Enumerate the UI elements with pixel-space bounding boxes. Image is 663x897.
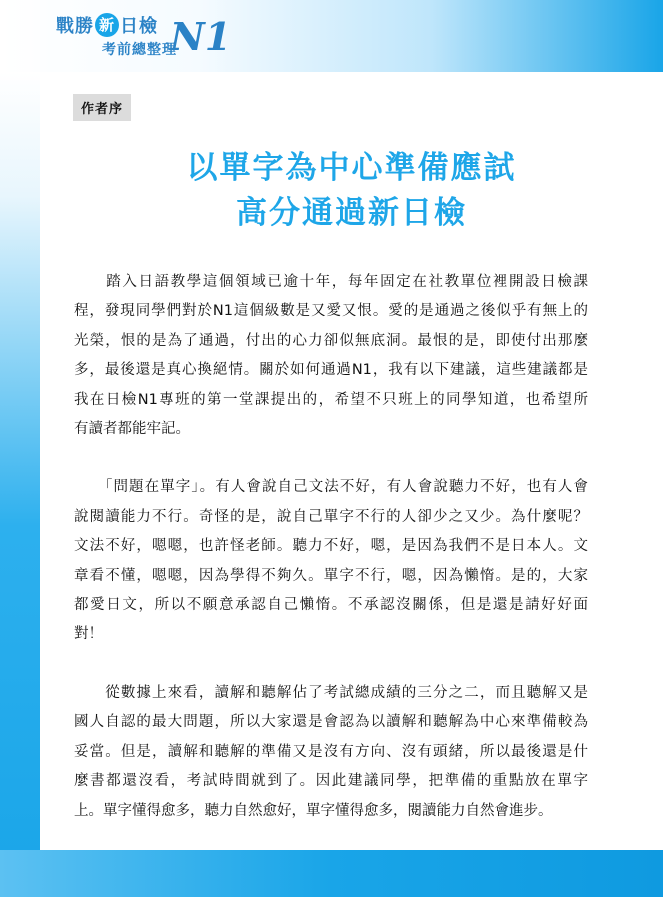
text-line: 文法不好，嗯嗯，也許怪老師。聽力不好，嗯，是因為我們不是日本人。文: [74, 538, 588, 555]
section-label: 作者序: [73, 94, 131, 121]
headline: [40, 146, 663, 236]
footer-blue-band: [0, 850, 663, 897]
text-line: 上。單字懂得愈多，聽力自然愈好，單字懂得愈多，閱讀能力自然會進步。: [74, 802, 553, 819]
paragraph: [74, 268, 588, 444]
text-line: 有讀者都能牢記。: [74, 421, 190, 438]
text-line: 從數據上來看，讀解和聽解佔了考試總成績的三分之二，而且聽解又是: [74, 684, 588, 701]
text-line: 我在日檢N1專班的第一堂課提出的，希望不只班上的同學知道，也希望所: [74, 391, 588, 408]
text-line: 光榮，恨的是為了通過，付出的心力卻似無底洞。最恨的是，即使付出那麼: [74, 332, 588, 349]
text-line: 麼書都還沒看，考試時間就到了。因此建議同學，把準備的重點放在單字: [74, 773, 588, 790]
text-line: 「問題在單字」。有人會說自己文法不好，有人會說聽力不好，也有人會: [74, 479, 588, 496]
text-line: 章看不懂，嗯嗯，因為學得不夠久。單字不行，嗯，因為懶惰。是的，大家: [74, 567, 588, 584]
logo-title: [56, 12, 158, 39]
text-line: 說閱讀能力不行。奇怪的是，說自己單字不行的人卻少之又少。為什麼呢？: [74, 508, 588, 525]
text-line: 都愛日文，所以不願意承認自己懶惰。不承認沒關係，但是還是請好好面: [74, 597, 588, 614]
headline-line-2: 高分通過新日檢: [236, 195, 467, 231]
logo-level: N1: [170, 14, 232, 59]
logo-suffix: 日檢: [120, 16, 158, 37]
paragraph: [74, 473, 588, 649]
text-line: 妥當。但是，讀解和聽解的準備又是沒有方向、沒有頭緒，所以最後還是什: [74, 743, 588, 760]
text-line: 程，發現同學們對於N1這個級數是又愛又恨。愛的是通過之後似乎有無上的: [74, 303, 588, 320]
headline-line-1: 以單字為中心準備應試: [186, 150, 517, 186]
text-line: 國人自認的最大問題，所以大家還是會認為以讀解和聽解為中心來準備較為: [74, 714, 588, 731]
body-text: [74, 268, 588, 855]
left-blue-edge: [0, 72, 40, 897]
logo-subtitle: 考前總整理: [102, 42, 177, 58]
logo-prefix: 戰勝: [56, 16, 94, 37]
text-line: 對！: [74, 626, 103, 643]
text-line: 多，最後還是真心換絕情。關於如何通過N1，我有以下建議，這些建議都是: [74, 362, 588, 379]
logo-circle-badge: 新: [95, 13, 119, 37]
paragraph: [74, 679, 588, 826]
text-line: 踏入日語教學這個領域已逾十年，每年固定在社教單位裡開設日檢課: [74, 274, 588, 290]
